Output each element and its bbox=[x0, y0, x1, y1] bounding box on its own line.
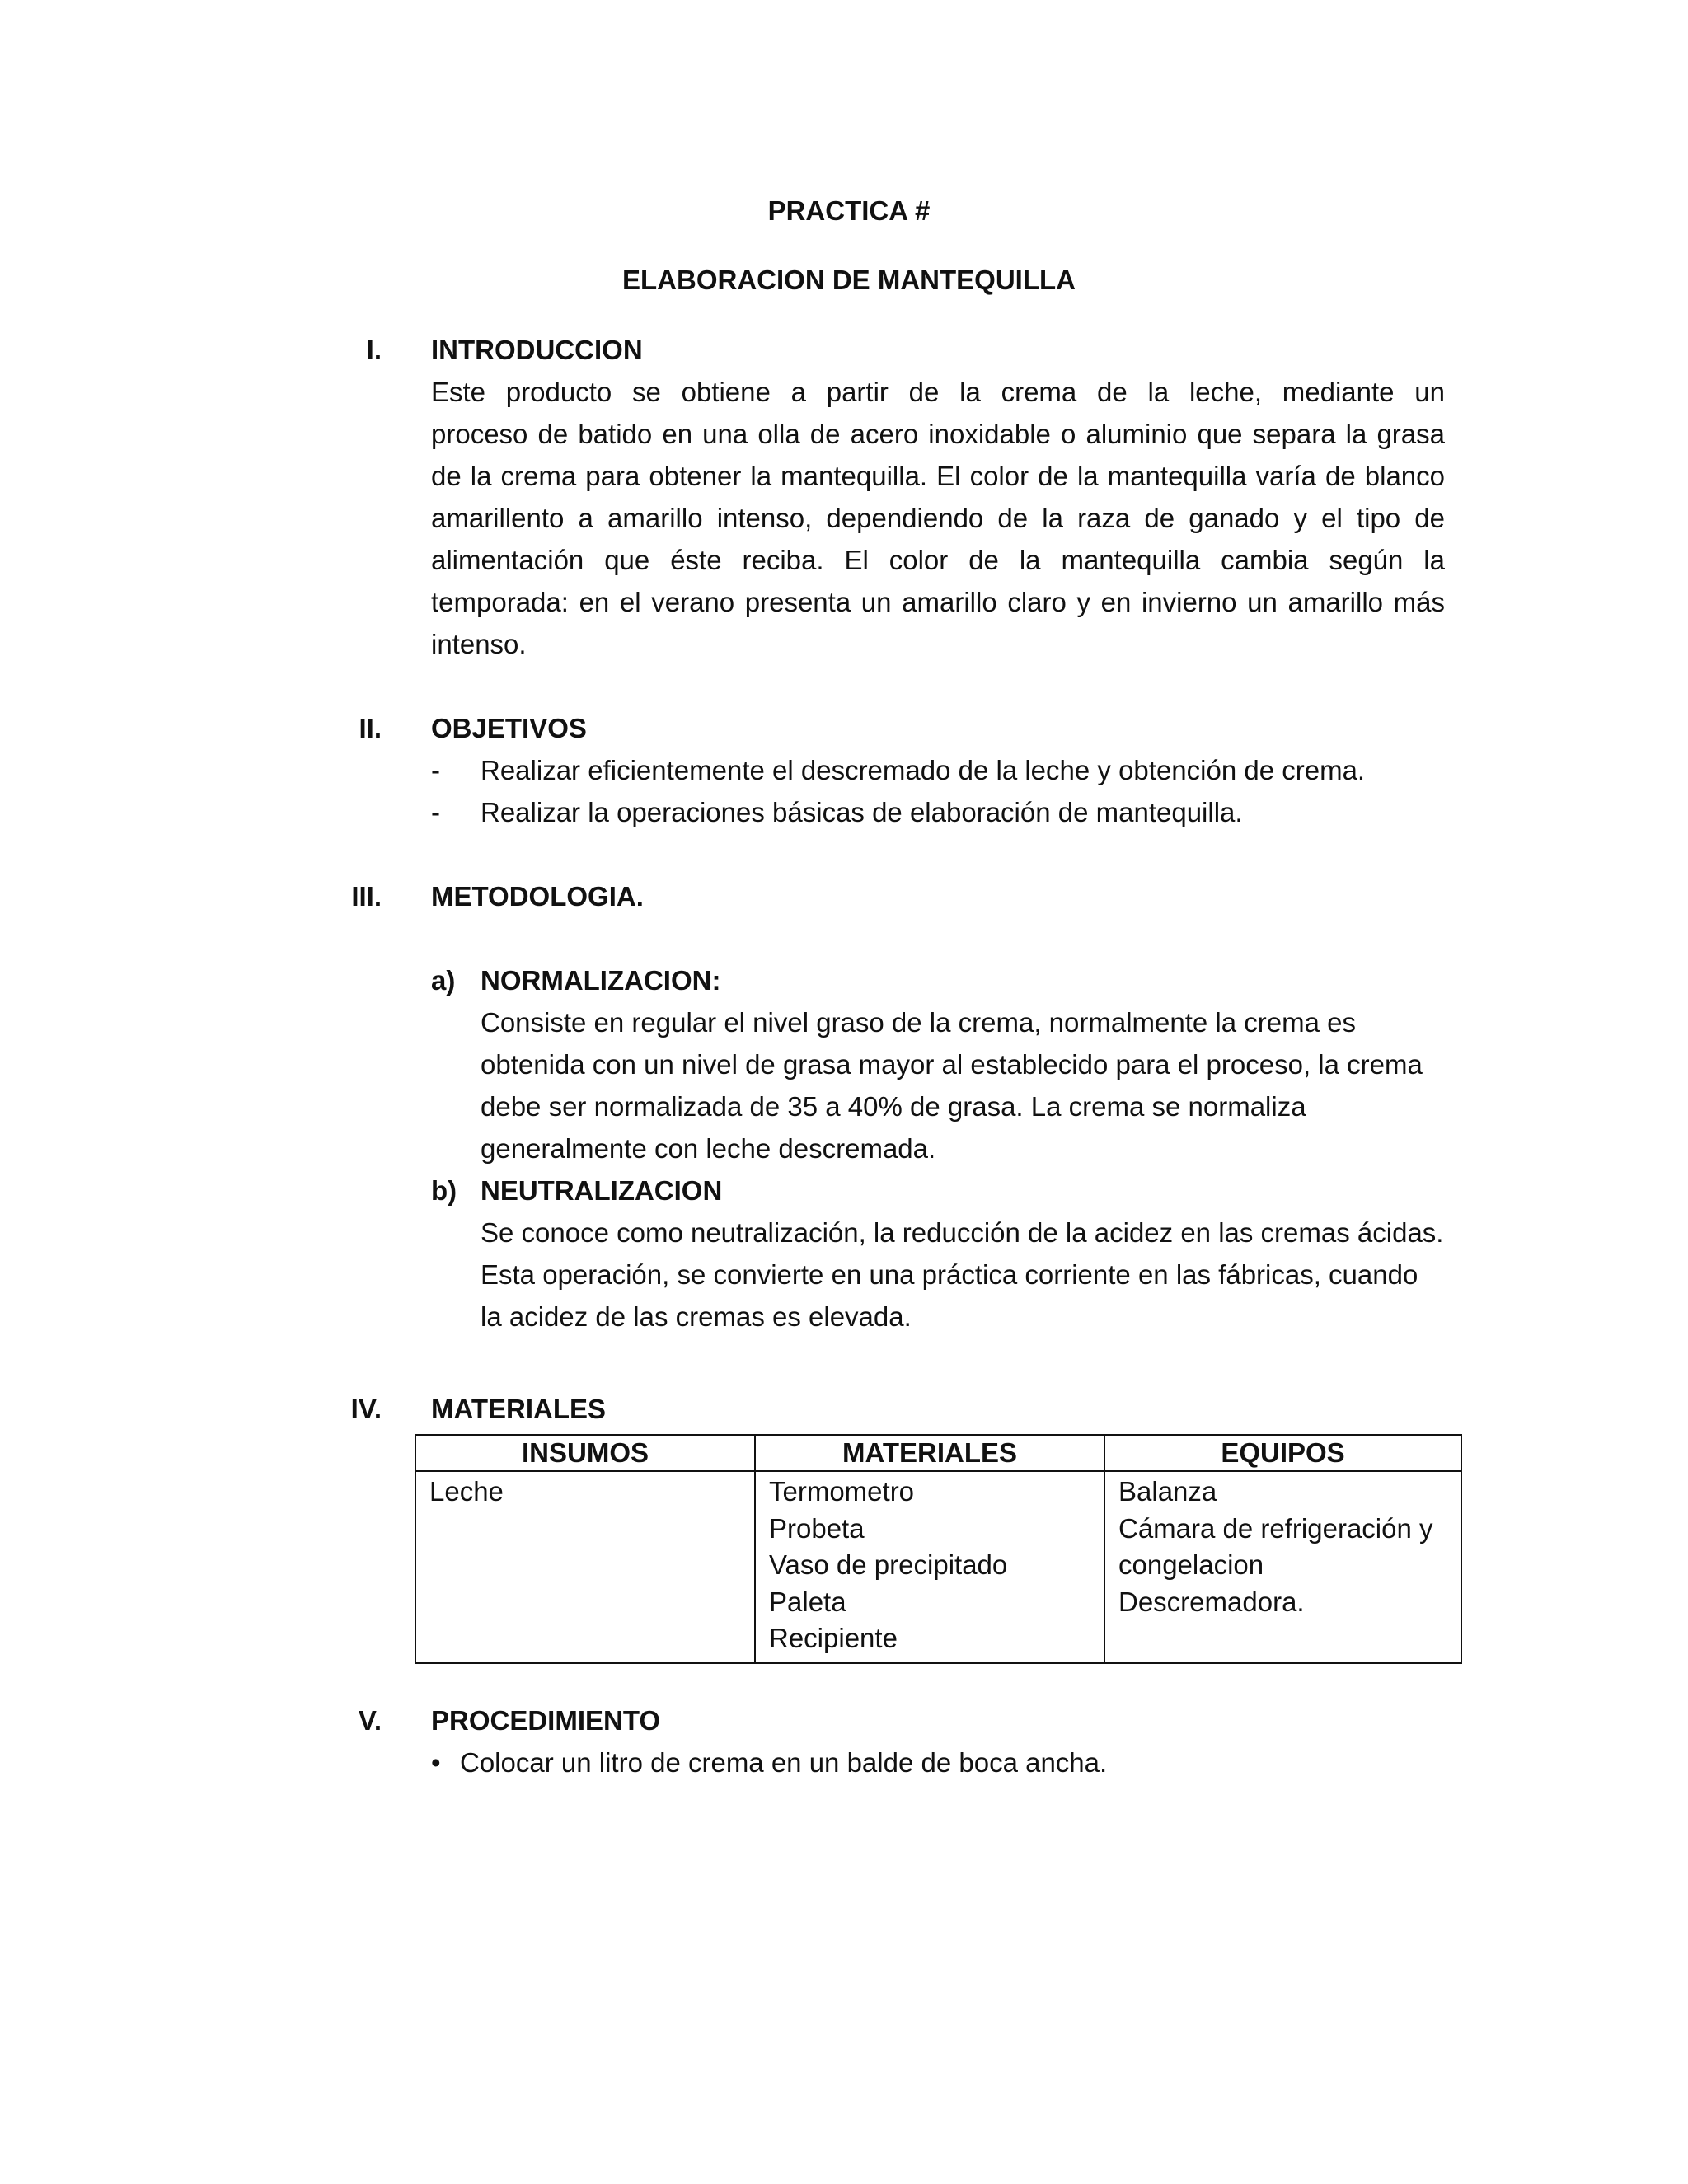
list-item: congelacion bbox=[1118, 1549, 1264, 1580]
intro-line: Este producto se obtiene a partir de la crema de la leche, mediante un bbox=[431, 377, 1445, 407]
list-item: Probeta bbox=[769, 1512, 865, 1544]
neutralizacion-paragraph bbox=[481, 1212, 1445, 1338]
section-number-materials: IV. bbox=[350, 1394, 382, 1424]
list-item: Cámara de refrigeración y bbox=[1118, 1512, 1433, 1544]
intro-line: de la crema para obtener la mantequilla. El color de la mantequilla varía de blanco bbox=[431, 461, 1445, 491]
insumos-cell bbox=[415, 1471, 755, 1663]
dash-marker: - bbox=[431, 797, 440, 827]
subsection-title: NEUTRALIZACION bbox=[481, 1175, 723, 1206]
list-item: Descremadora. bbox=[1118, 1586, 1305, 1617]
table-header-row bbox=[415, 1435, 1461, 1471]
subsection-letter: a) bbox=[431, 965, 456, 996]
list-item: Balanza bbox=[1118, 1476, 1217, 1507]
intro-line: intenso. bbox=[431, 629, 527, 659]
subsection-title: NORMALIZACION: bbox=[481, 965, 721, 996]
neutralizacion-line: la acidez de las cremas es elevada. bbox=[481, 1301, 912, 1332]
column-header-equipos: EQUIPOS bbox=[1104, 1435, 1461, 1471]
section-number-intro: I. bbox=[366, 335, 382, 365]
list-item: Leche bbox=[429, 1476, 504, 1507]
normalizacion-line: obtenida con un nivel de grasa mayor al establecido para el proceso, la crema bbox=[481, 1049, 1423, 1080]
objective-item bbox=[431, 796, 1243, 829]
normalizacion-line: debe ser normalizada de 35 a 40% de grasa. La crema se normaliza bbox=[481, 1091, 1306, 1122]
objective-text: Realizar eficientemente el descremado de la leche y obtención de crema. bbox=[481, 755, 1366, 785]
section-number-objectives: II. bbox=[359, 713, 382, 743]
intro-line: temporada: en el verano presenta un amarillo claro y en invierno un amarillo más bbox=[431, 587, 1445, 617]
section-heading-methodology: METODOLOGIA. bbox=[431, 881, 644, 912]
normalizacion-line: Consiste en regular el nivel graso de la crema, normalmente la crema es bbox=[481, 1007, 1356, 1038]
section-heading-procedure: PROCEDIMIENTO bbox=[431, 1705, 661, 1736]
subsection-heading-neutralizacion bbox=[431, 1174, 722, 1207]
intro-paragraph bbox=[431, 371, 1445, 665]
intro-line: alimentación que éste reciba. El color de la mantequilla cambia según la bbox=[431, 545, 1445, 575]
subsection-letter: b) bbox=[431, 1175, 457, 1206]
column-header-materiales: MATERIALES bbox=[755, 1435, 1104, 1471]
section-number-procedure: V. bbox=[358, 1705, 382, 1736]
document-title: ELABORACION DE MANTEQUILLA bbox=[622, 265, 1076, 295]
section-number-methodology: III. bbox=[351, 881, 382, 912]
list-item: Vaso de precipitado bbox=[769, 1549, 1008, 1580]
neutralizacion-line: Se conoce como neutralización, la reducción de la acidez en las cremas ácidas. bbox=[481, 1217, 1444, 1248]
section-heading-objectives: OBJETIVOS bbox=[431, 713, 587, 743]
list-item: Recipiente bbox=[769, 1623, 898, 1653]
equipos-cell bbox=[1104, 1471, 1461, 1663]
section-heading-materials: MATERIALES bbox=[431, 1394, 607, 1424]
subsection-heading-normalizacion bbox=[431, 964, 720, 997]
materials-table bbox=[415, 1434, 1462, 1664]
normalizacion-line: generalmente con leche descremada. bbox=[481, 1133, 936, 1164]
objective-item bbox=[431, 754, 1365, 787]
dash-marker: - bbox=[431, 755, 440, 785]
table-row bbox=[415, 1471, 1461, 1663]
intro-line: proceso de batido en una olla de acero inoxidable o aluminio que separa la grasa bbox=[431, 419, 1445, 449]
list-item: Paleta bbox=[769, 1586, 846, 1617]
objective-text: Realizar la operaciones básicas de elaboración de mantequilla. bbox=[481, 797, 1243, 827]
bullet-icon: • bbox=[431, 1747, 441, 1778]
practice-number-title: PRACTICA # bbox=[767, 195, 931, 226]
procedure-text: Colocar un litro de crema en un balde de boca ancha. bbox=[460, 1747, 1108, 1778]
procedure-item bbox=[431, 1746, 1107, 1779]
list-item: Termometro bbox=[769, 1476, 915, 1507]
neutralizacion-line: Esta operación, se convierte en una práctica corriente en las fábricas, cuando bbox=[481, 1259, 1418, 1290]
column-header-insumos: INSUMOS bbox=[415, 1435, 755, 1471]
section-heading-intro: INTRODUCCION bbox=[431, 335, 643, 365]
materiales-cell bbox=[755, 1471, 1104, 1663]
normalizacion-paragraph bbox=[481, 1001, 1445, 1169]
intro-line: amarillento a amarillo intenso, dependiendo de la raza de ganado y el tipo de bbox=[431, 503, 1445, 533]
